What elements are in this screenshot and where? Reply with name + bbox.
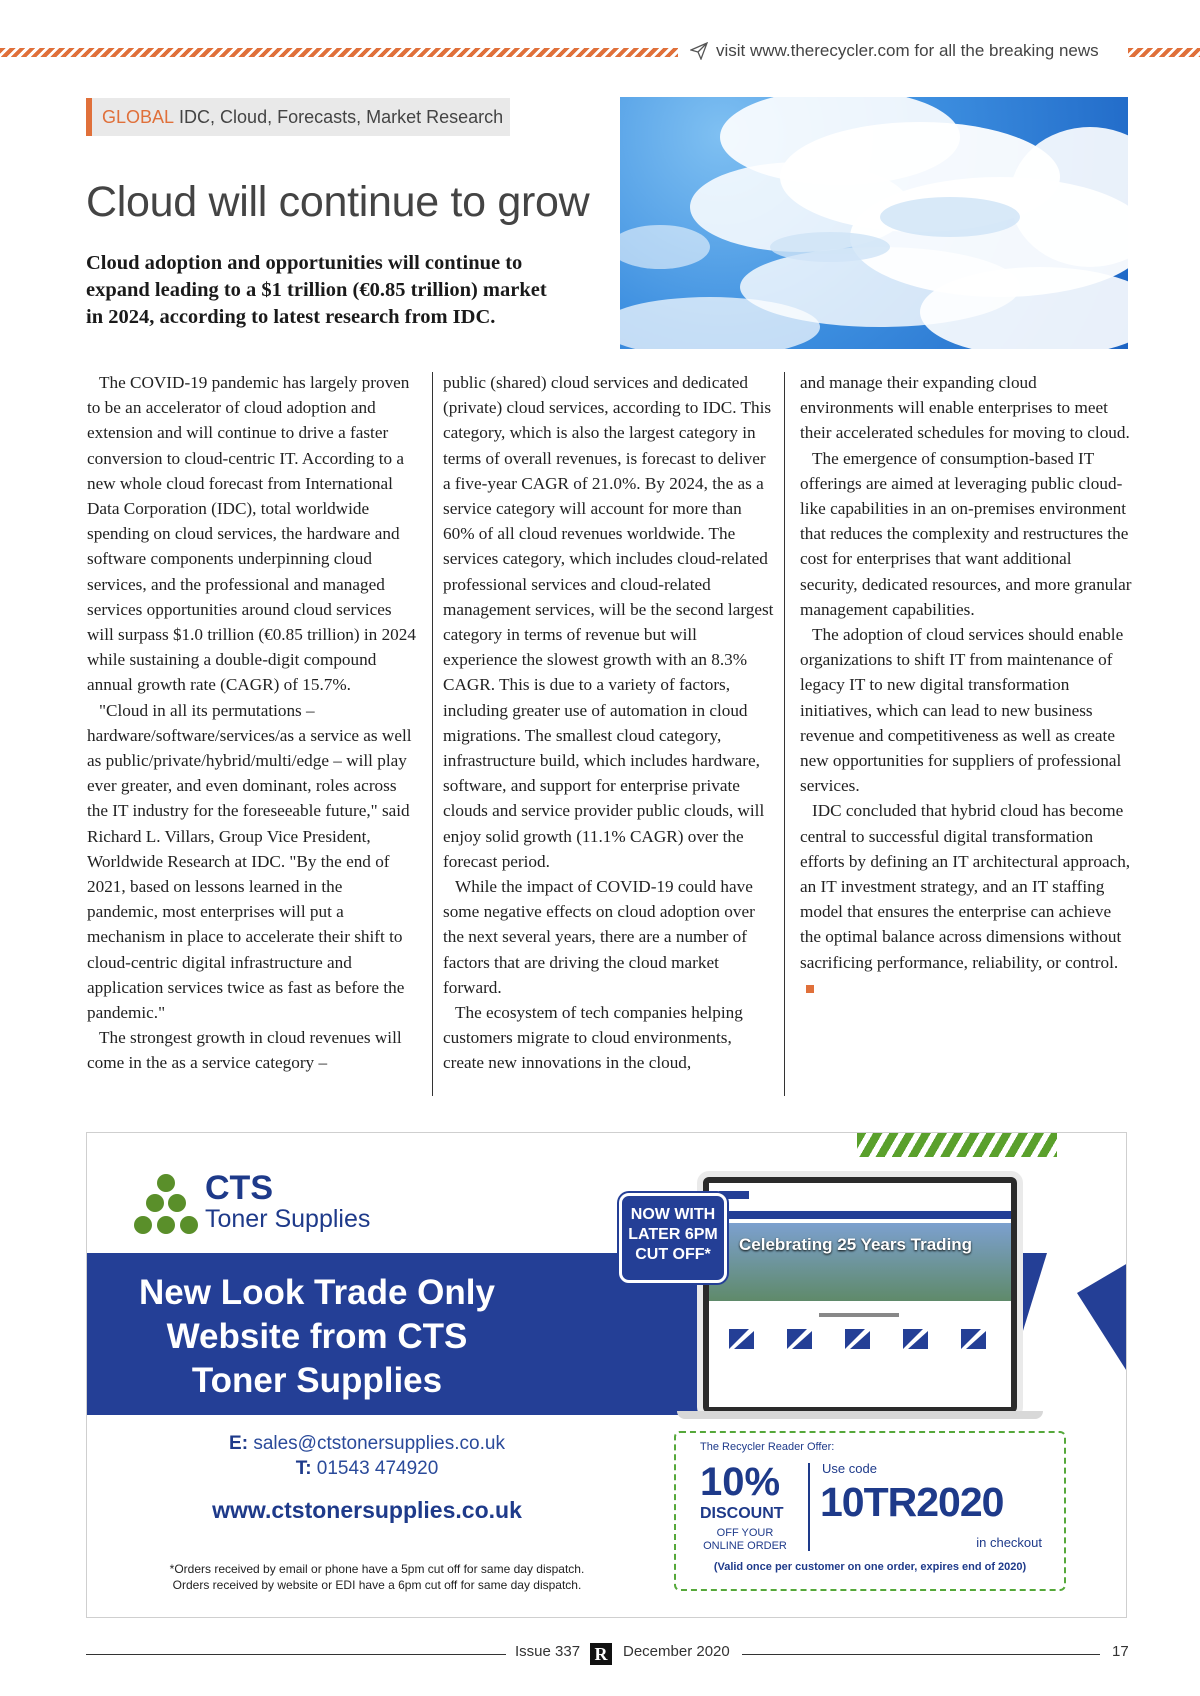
ad-email[interactable]: sales@ctstonersupplies.co.uk [253, 1433, 505, 1454]
cutoff-badge [619, 1193, 727, 1283]
ad-website-link[interactable]: www.ctstonersupplies.co.uk [212, 1497, 522, 1523]
article-title: Cloud will continue to grow [86, 178, 590, 226]
offer-validity: (Valid once per customer on one order, expires end of 2020) [713, 1561, 1027, 1573]
ad-headline-line: New Look Trade Only [139, 1273, 495, 1312]
tag-region: GLOBAL [102, 107, 175, 127]
offer-subtext [700, 1527, 790, 1553]
footer-issue: Issue 337 [515, 1643, 581, 1660]
badge-line: LATER 6PM [628, 1226, 718, 1243]
offer-percent: 10% [700, 1460, 781, 1504]
cts-logo-text [205, 1171, 370, 1233]
offer-use-code: Use code [822, 1461, 877, 1476]
header-topline-text: visit www.therecycler.com for all the breaking news [716, 41, 1099, 60]
offer-discount: DISCOUNT [700, 1505, 784, 1522]
screen-nav [709, 1183, 1011, 1221]
article-column-1 [87, 370, 417, 1076]
paragraph: The strongest growth in cloud revenues will come in the as a service category – [87, 1028, 402, 1073]
hero-sky-image [620, 97, 1128, 349]
ad-email-line [167, 1431, 567, 1456]
laptop-base [677, 1411, 1043, 1419]
phone-label: T: [295, 1458, 312, 1479]
footer-rule-left [86, 1654, 506, 1655]
badge-line: CUT OFF* [635, 1246, 711, 1263]
header-hatch-right [1128, 48, 1200, 57]
paper-plane-icon [690, 42, 708, 60]
ad-phone-line [167, 1456, 567, 1481]
ad-headline-line: Website from CTS [166, 1317, 468, 1356]
screen-product-tiles [709, 1309, 1011, 1409]
paragraph: and manage their expanding cloud environments will enable enterprises to meet their accelerated schedules for moving to cloud. [800, 373, 1130, 443]
ad-headline [127, 1271, 507, 1403]
column-rule [784, 372, 785, 1096]
paragraph: The COVID-19 pandemic has largely proven to be an accelerator of cloud adoption and extension and will continue to drive a faster conversion to cloud-centric IT. According to a new whole cloud forecast from International Data Corporation (IDC), total worldwide spending on cloud services, the hardware and software components underpinning cloud services, and the professional and managed services opportunities around cloud services will surpass $1.0 trillion (€0.85 trillion) in 2024 while sustaining a double-digit compound annual growth rate (CAGR) of 15.7%. [87, 373, 416, 695]
cloud-illustration [620, 97, 1128, 349]
article-column-2 [443, 370, 775, 1076]
article-column-3 [800, 370, 1132, 1000]
page-number: 17 [1112, 1643, 1129, 1660]
header-topline [690, 41, 1120, 67]
offer-title: The Recycler Reader Offer: [700, 1441, 835, 1453]
logo-main: CTS [205, 1169, 273, 1207]
reader-offer-coupon [674, 1431, 1066, 1591]
tag-topics: IDC, Cloud, Forecasts, Market Research [179, 107, 504, 127]
laptop-screen [709, 1183, 1011, 1407]
footer-date: December 2020 [623, 1643, 730, 1660]
ad-headline-line: Toner Supplies [191, 1361, 443, 1400]
footer-rule-right [742, 1654, 1100, 1655]
header-hatch-left [0, 48, 678, 57]
paragraph: The emergence of consumption-based IT offerings are aimed at leveraging public cloud-like capabilities in an on-premises environment that reduces the complexity and restructures the cost for enterprises that want additional security, dedicated resources, and more granular management capabilities. [800, 448, 1132, 619]
paragraph: The ecosystem of tech companies helping customers migrate to cloud environments, create new innovations in the cloud, [443, 1003, 743, 1073]
offer-subtext-line: OFF YOUR [716, 1527, 774, 1539]
paragraph-text: IDC concluded that hybrid cloud has become central to successful digital transformation efforts by defining an IT architectural approach, an IT investment strategy, and an IT staffing model that ensures the enterprise can achieve the optimal balance across dimensions without sacrificing performance, reliability, or control. [800, 801, 1131, 972]
paragraph [800, 798, 1132, 1000]
paragraph: While the impact of COVID-19 could have some negative effects on cloud adoption over the next several years, there are a number of factors that are driving the cloud market forward. [443, 877, 755, 997]
end-mark-icon [806, 985, 814, 993]
column-rule [432, 372, 433, 1096]
ad-footnote-line: Orders received by website or EDI have a 6pm cut off for same day dispatch. [172, 1578, 582, 1592]
recycler-logo-icon: R [590, 1643, 612, 1665]
cts-logo-dots-icon [131, 1173, 201, 1237]
paragraph: The adoption of cloud services should enable organizations to shift IT from maintenance of legacy IT to new digital transformation initiatives, which can lead to new business revenue and competitiveness as well as create new opportunities for suppliers of professional services. [800, 625, 1124, 796]
offer-divider [808, 1463, 810, 1551]
ad-footnote-line: *Orders received by email or phone have a 5pm cut off for same day dispatch. [169, 1562, 585, 1576]
article-standfirst: Cloud adoption and opportunities will continue to expand leading to a $1 trillion (€0.85 trillion) market in 2024, according to latest research from IDC. [86, 252, 547, 328]
offer-code: 10TR2020 [820, 1479, 1004, 1525]
ad-footnote [127, 1561, 627, 1593]
ad-phone[interactable]: 01543 474920 [316, 1458, 439, 1479]
cts-advertisement [86, 1132, 1127, 1618]
tag-bar [86, 98, 510, 136]
offer-in-checkout: in checkout [976, 1535, 1042, 1550]
ad-contact [167, 1431, 567, 1481]
ad-green-stripes [857, 1133, 1057, 1157]
paragraph: "Cloud in all its permutations – hardware/software/services/as a service as well as public/private/hybrid/multi/edge – will play ever greater, and even dominant, roles across the IT industry for the foreseeable future," said Richard L. Villars, Group Vice President, Worldwide Research at IDC. "By the end of 2021, based on lessons learned in the pandemic, most enterprises will put a mechanism in place to accelerate their shift to cloud-centric digital infrastructure and application services twice as fast as before the pandemic." [87, 700, 412, 1023]
badge-line: NOW WITH [630, 1206, 716, 1223]
logo-sub: Toner Supplies [205, 1205, 371, 1233]
laptop-caption: Celebrating 25 Years Trading [739, 1235, 973, 1254]
laptop-mockup [697, 1171, 1023, 1419]
paragraph: public (shared) cloud services and dedicated (private) cloud services, according to IDC. This category, which is also the largest category in terms of overall revenues, is forecast to deliver a five-year CAGR of 21.0%. By 2024, the as a service category will account for more than 60% of all cloud revenues worldwide. The services category, which includes cloud-related professional services and cloud-related management services, will be the second largest category in terms of revenue but will experience the slowest growth with an 8.3% CAGR. This is due to a variety of factors, including greater use of automation in cloud migrations. The smallest cloud category, infrastructure build, which includes hardware, software, and support for enterprise private clouds and service provider public clouds, will enjoy solid growth (11.1% CAGR) over the forecast period. [443, 373, 774, 871]
offer-subtext-line: ONLINE ORDER [703, 1540, 787, 1552]
email-label: E: [229, 1433, 249, 1454]
